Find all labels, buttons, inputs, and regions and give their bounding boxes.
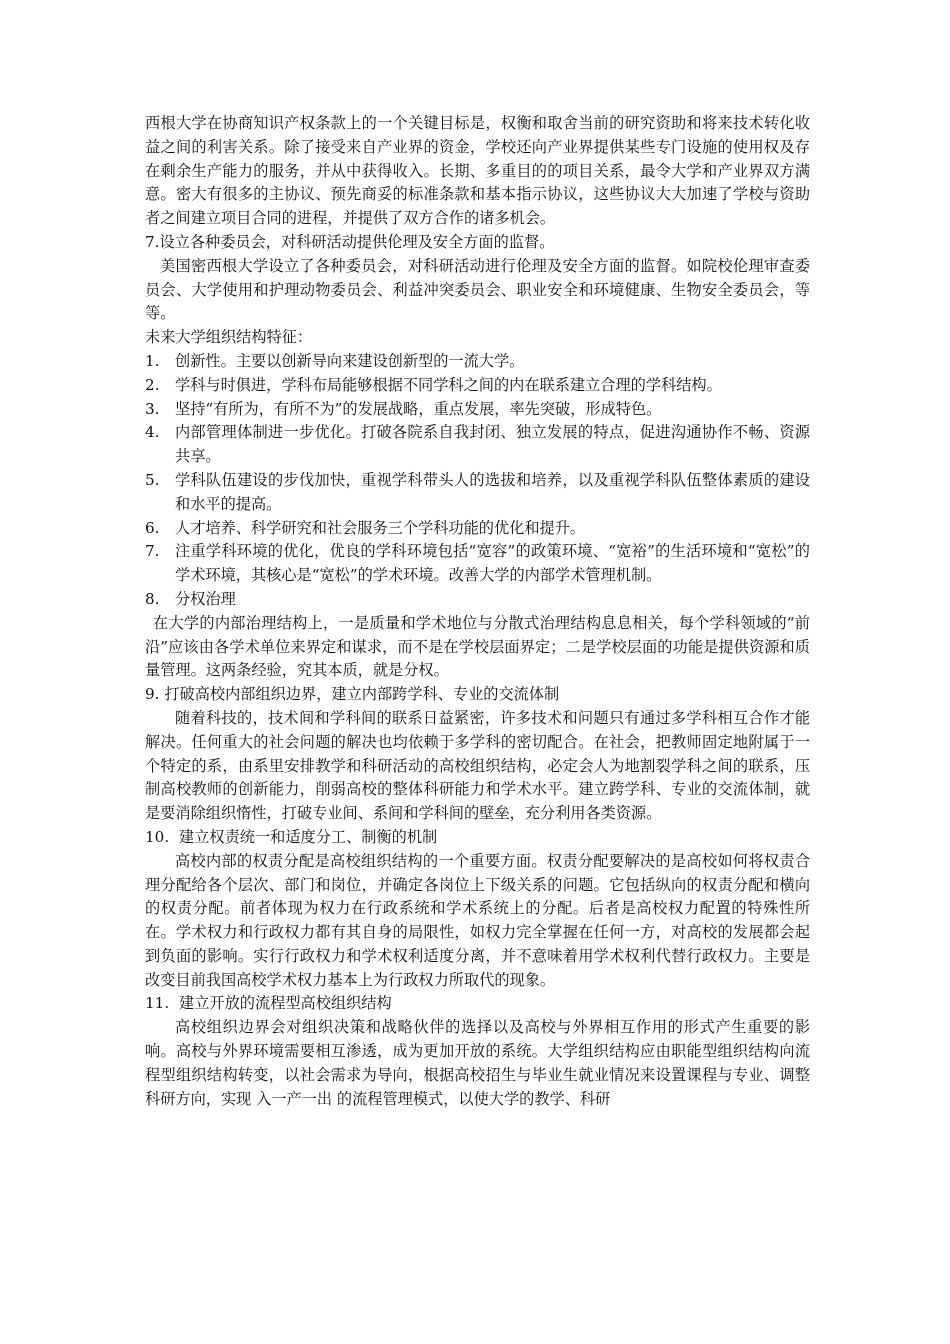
future-features-heading: 未来大学组织结构特征： [145,328,313,347]
list-number: 3. [145,399,160,418]
heading-11-text: 建立开放的流程型高校组织结构 [179,994,392,1013]
heading-7: 7.设立各种委员会，对科研活动提供伦理及安全方面的监督。 [145,232,555,251]
heading-10-number: 10. [145,827,170,846]
list-item [145,540,810,588]
list-number: 2. [145,375,160,394]
paragraph-7: 美国密西根大学设立了各种委员会，对科研活动进行伦理及安全方面的监督。如院校伦理审查委员会、大学使用和护理动物委员会、利益冲突委员会、职业安全和环境健康、生物安全委员会，等等。 [145,256,810,323]
document-page [145,112,810,1111]
list-item [145,588,810,612]
heading-10-text: 建立权责统一和适度分工、制衡的机制 [179,827,438,846]
heading-10 [145,826,810,850]
list-text: 注重学科环境的优化，优良的学科环境包括“宽容”的政策环境、“宽裕”的生活环境和“宽松”的学术环境，其核心是“宽松”的学术环境。改善大学的内部学术管理机制。 [175,542,810,585]
list-item [145,398,810,422]
list-text: 学科与时俱进，学科布局能够根据不同学科之间的内在联系建立合理的学科结构。 [175,375,722,394]
paragraph-intro: 西根大学在协商知识产权条款上的一个关键目标是，权衡和取舍当前的研究资助和将来技术转化收益之间的利害关系。除了接受来自产业界的资金，学校还向产业界提供某些专门设施的使用权及存在剩余生产能力的服务，并从中获得收入。长期、多重目的的项目关系，最令大学和产业界双方满意。密大有很多的主协议、预先商妥的标准条款和基本指示协议，这些协议大大加速了学校与资助者之间建立项目合同的进程，并提供了双方合作的诸多机会。 [145,114,810,228]
list-item [145,469,810,517]
heading-11-number: 11. [145,994,170,1013]
list-number: 4. [145,423,160,442]
list-item [145,350,810,374]
list-item [145,517,810,541]
list-text: 内部管理体制进一步优化。打破各院系自我封闭、独立发展的特点，促进沟通协作不畅、资源共享。 [175,423,810,466]
list-item [145,421,810,469]
feature-list [145,350,810,612]
list-text: 分权治理 [175,589,236,608]
list-text: 坚持“有所为，有所不为”的发展战略，重点发展，率先突破，形成特色。 [175,399,662,418]
paragraph-8: 在大学的内部治理结构上，一是质量和学术地位与分散式治理结构息息相关，每个学科领域的“前沿”应该由各学术单位来界定和谋求，而不是在学校层面界定；二是学校层面的功能是提供资源和质量管理。这两条经验，究其本质，就是分权。 [145,613,810,680]
list-number: 5. [145,470,160,489]
heading-9: 9. 打破高校内部组织边界，建立内部跨学科、专业的交流体制 [145,685,560,704]
paragraph-10: 高校内部的权责分配是高校组织结构的一个重要方面。权责分配要解决的是高校如何将权责合理分配给各个层次、部门和岗位，并确定各岗位上下级关系的问题。它包括纵向的权责分配和横向的权责分配。前者体现为权力在行政系统和学术系统上的分配。后者是高校权力配置的特殊性所在。学术权力和行政权力都有其自身的局限性，如权力完全掌握在任何一方，对高校的发展都会起到负面的影响。实行行政权力和学术权利适度分离，并不意味着用学术权利代替行政权力。主要是改变目前我国高校学术权力基本上为行政权力所取代的现象。 [145,851,810,989]
list-number: 8. [145,589,160,608]
list-item [145,374,810,398]
heading-11 [145,992,810,1016]
list-text: 学科队伍建设的步伐加快，重视学科带头人的选拔和培养，以及重视学科队伍整体素质的建设和水平的提高。 [175,470,810,513]
list-number: 6. [145,518,160,537]
list-number: 1. [145,351,160,370]
paragraph-11: 高校组织边界会对组织决策和战略伙伴的选择以及高校与外界相互作用的形式产生重要的影响。高校与外界环境需要相互渗透，成为更加开放的系统。大学组织结构应由职能型组织结构向流程型组织结构转变，以社会需求为导向，根据高校招生与毕业生就业情况来设置课程与专业、调整科研方向，实现 入一产一出 的流程管理模式，以使大学的教学、科研 [145,1018,810,1108]
list-text: 人才培养、科学研究和社会服务三个学科功能的优化和提升。 [175,518,586,537]
list-number: 7. [145,542,160,561]
paragraph-9: 随着科技的，技术间和学科间的联系日益紧密，许多技术和问题只有通过多学科相互合作才能解决。任何重大的社会问题的解决也均依赖于多学科的密切配合。在社会，把教师固定地附属于一个特定的系，由系里安排教学和科研活动的高校组织结构，必定会人为地割裂学科之间的联系，压制高校教师的创新能力，削弱高校的整体科研能力和学术水平。建立跨学科、专业的交流体制，就是要消除组织惰性，打破专业间、系间和学科间的壁垒，充分利用各类资源。 [145,708,810,823]
list-text: 创新性。主要以创新导向来建设创新型的一流大学。 [175,351,525,370]
